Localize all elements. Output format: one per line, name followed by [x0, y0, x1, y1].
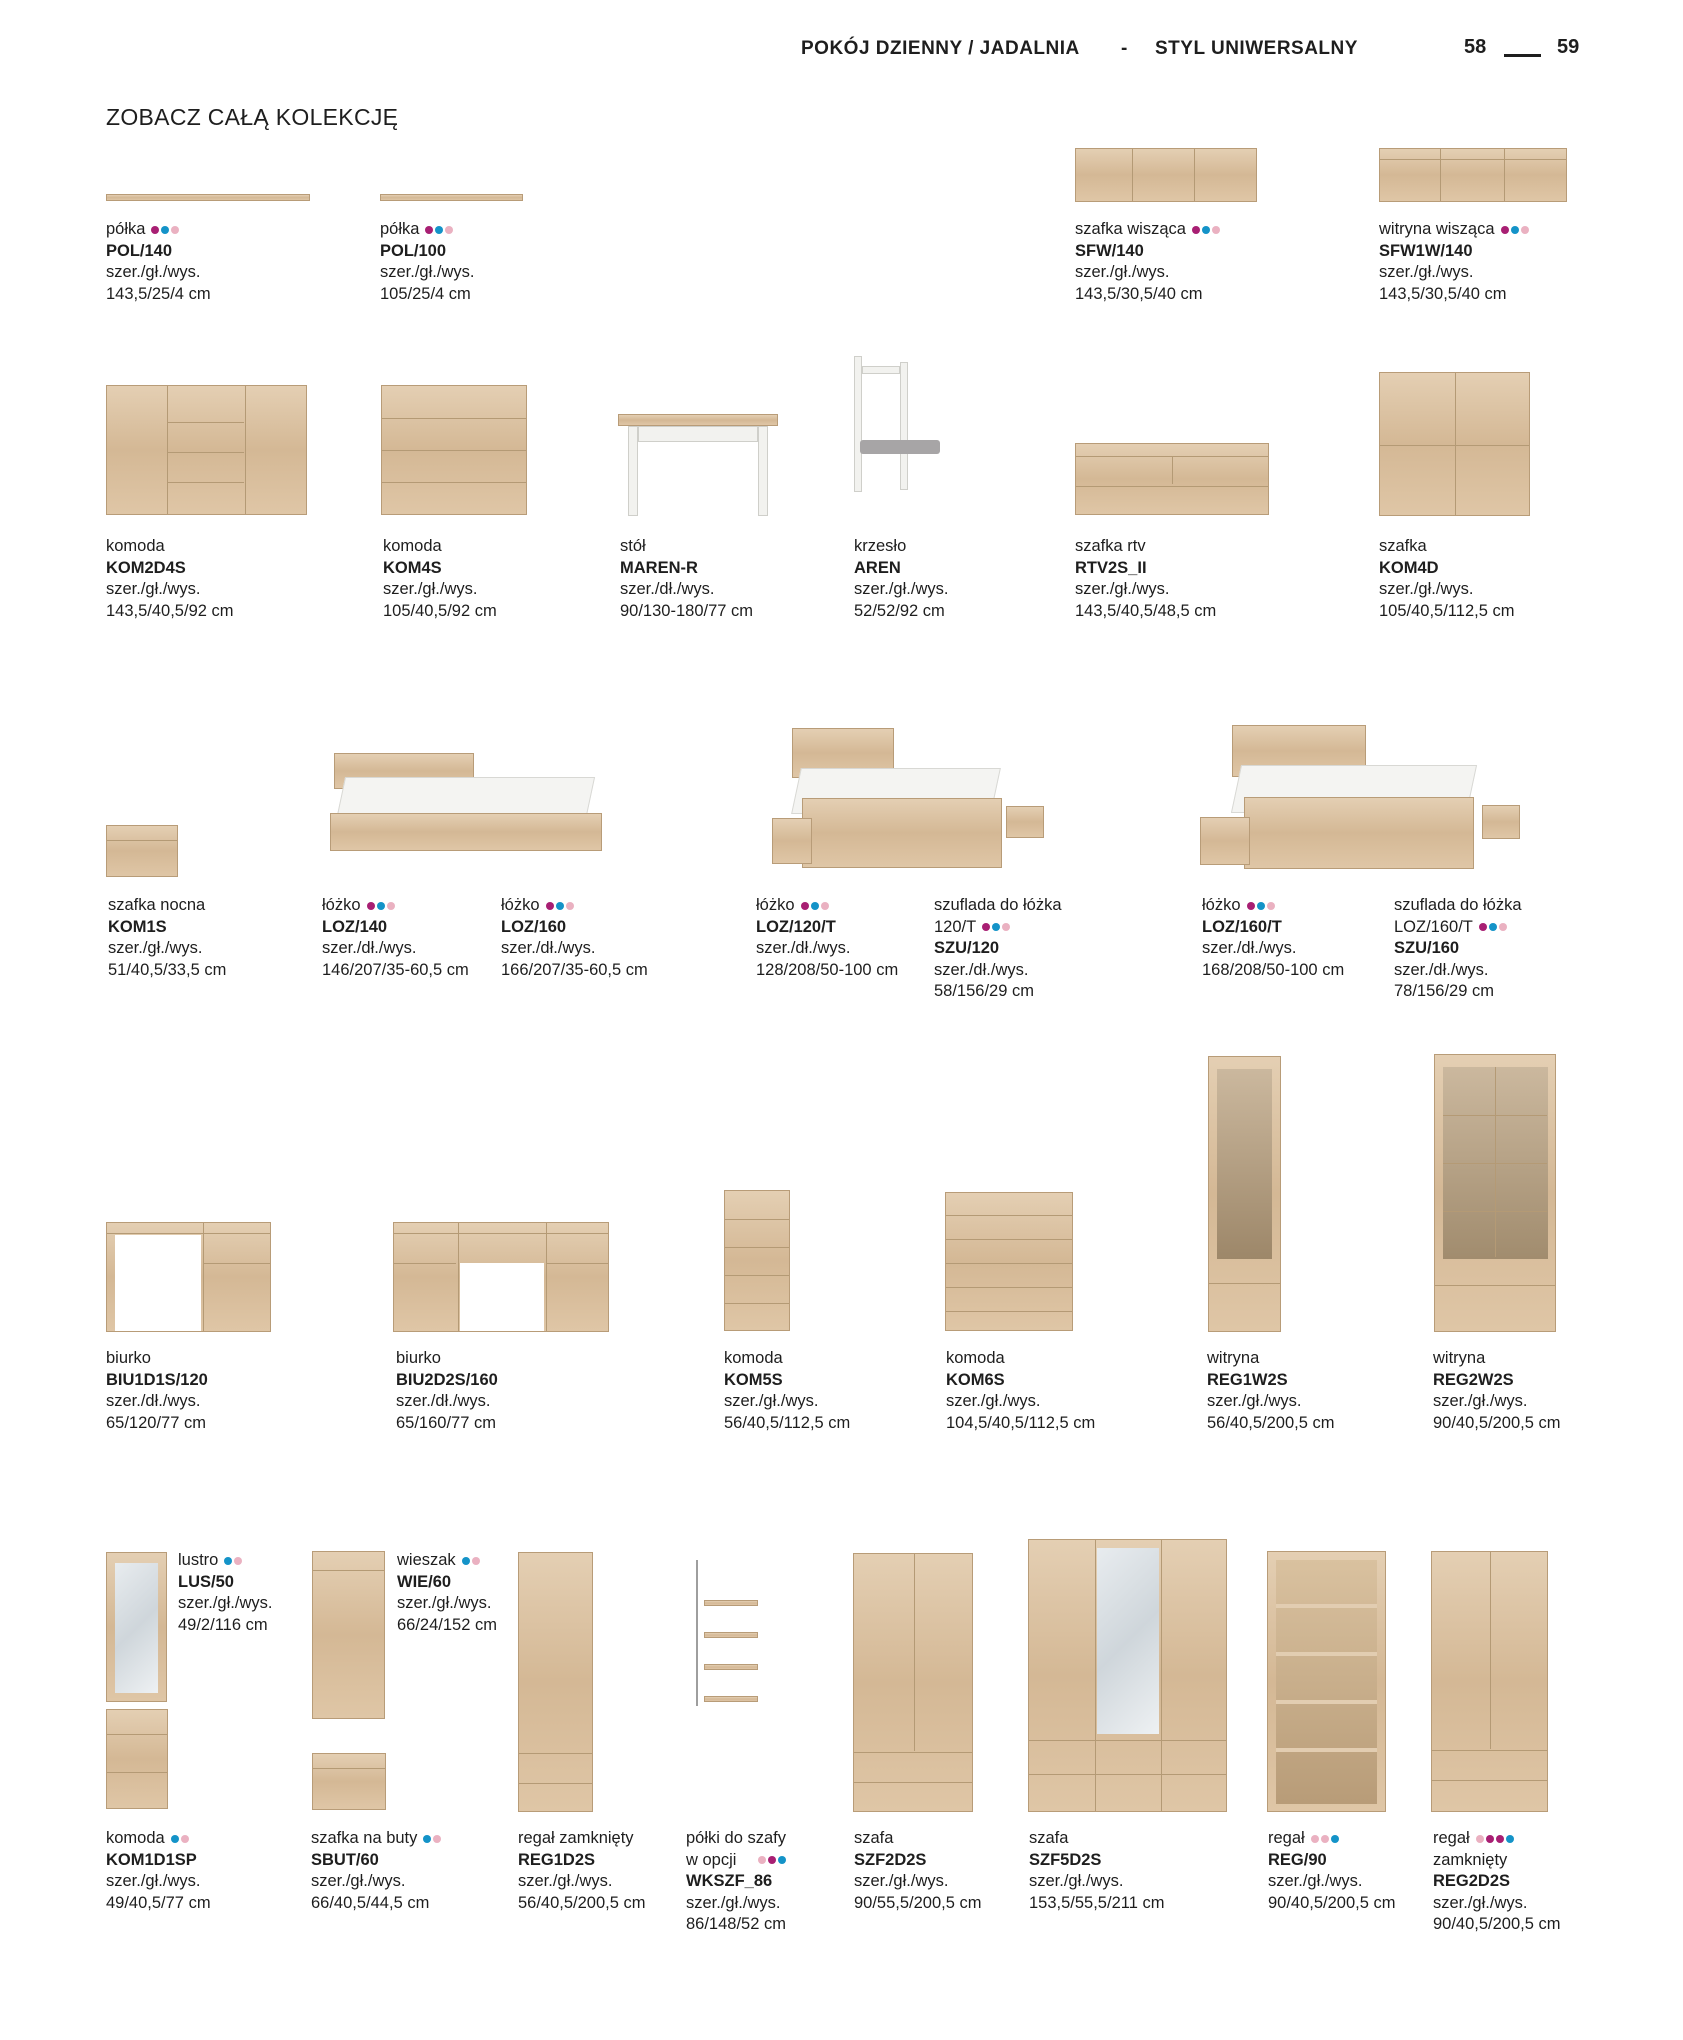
color-dot-pink	[1321, 1835, 1329, 1843]
product-label: półka	[380, 220, 420, 239]
desk-160-image	[393, 1222, 609, 1332]
dimensions-value: 143,5/30,5/40 cm	[1379, 284, 1507, 303]
dimensions-label: szer./gł./wys.	[380, 263, 475, 282]
color-dot-blue	[377, 902, 385, 910]
dimensions-label: szer./dł./wys.	[396, 1392, 491, 1410]
dimensions-value: 78/156/29 cm	[1394, 982, 1494, 1001]
product-code: SZF2D2S	[854, 1850, 927, 1869]
color-dot-magenta	[1486, 1835, 1494, 1843]
table-image	[618, 414, 778, 516]
product-kom5s	[724, 1348, 850, 1434]
dimensions-value: 66/40,5/44,5 cm	[311, 1893, 430, 1912]
dimensions-value: 168/208/50-100 cm	[1202, 960, 1345, 979]
dimensions-value: 65/120/77 cm	[106, 1413, 206, 1432]
nightstand-image	[106, 825, 178, 877]
dimensions-value: 143,5/25/4 cm	[106, 284, 211, 303]
dimensions-label: szer./dł./wys.	[934, 960, 1029, 979]
product-szu120	[934, 895, 1062, 1003]
product-label: szuflada do łóżka	[934, 896, 1062, 914]
shoe-cabinet-image	[312, 1753, 386, 1810]
dresser-kom6s-image	[945, 1192, 1073, 1331]
product-code: WKSZF_86	[686, 1872, 773, 1891]
product-loz120t	[756, 895, 898, 981]
header-section: POKÓJ DZIENNY / JADALNIA	[801, 38, 1080, 59]
color-dots	[1247, 895, 1277, 917]
dimensions-value: 153,5/55,5/211 cm	[1029, 1893, 1165, 1912]
dimensions-value: 90/40,5/200,5 cm	[1433, 1915, 1561, 1934]
showcase-reg1w2s-image	[1208, 1056, 1281, 1332]
hanger-image	[312, 1551, 385, 1719]
collection-title: ZOBACZ CAŁĄ KOLEKCJĘ	[106, 104, 399, 130]
color-dot-blue	[224, 1557, 232, 1565]
dimensions-label: szer./gł./wys.	[178, 1594, 273, 1613]
dimensions-label: szer./gł./wys.	[1207, 1392, 1302, 1410]
product-label: łóżko	[322, 896, 361, 915]
dimensions-label: szer./gł./wys.	[724, 1392, 819, 1410]
cabinet-kom4d-image	[1379, 372, 1530, 516]
dimensions-value: 128/208/50-100 cm	[756, 960, 899, 979]
product-label: regał zamknięty	[518, 1829, 634, 1847]
product-label: szafa	[854, 1829, 894, 1847]
color-dot-blue	[778, 1856, 786, 1864]
color-dots	[171, 1828, 191, 1850]
color-dot-pink	[566, 902, 574, 910]
color-dot-pink	[472, 1557, 480, 1565]
color-dot-pink	[433, 1835, 441, 1843]
product-biu2d2s	[396, 1348, 498, 1434]
product-code: REG2D2S	[1433, 1872, 1511, 1891]
color-dot-pink	[1521, 226, 1529, 234]
dimensions-label: szer./gł./wys.	[854, 1872, 949, 1890]
dimensions-value: 51/40,5/33,5 cm	[108, 960, 227, 979]
color-dot-magenta	[425, 226, 433, 234]
dimensions-label: szer./gł./wys.	[946, 1392, 1041, 1410]
product-label-2: 120/T	[934, 917, 977, 936]
product-code: POL/140	[106, 241, 173, 260]
color-dot-pink	[1002, 923, 1010, 931]
dresser-kom1d1sp-image	[106, 1709, 168, 1809]
product-code: LOZ/160/T	[1202, 917, 1282, 936]
wardrobe-szf5d2s-image	[1028, 1539, 1227, 1812]
dimensions-value: 166/207/35-60,5 cm	[501, 960, 648, 979]
color-dots	[224, 1550, 244, 1572]
page-number-left: 58	[1464, 36, 1487, 58]
color-dot-pink	[1476, 1835, 1484, 1843]
product-label: regał	[1433, 1829, 1470, 1848]
color-dots	[151, 219, 181, 241]
shelf-100-image	[380, 194, 523, 201]
color-dots	[982, 917, 1012, 939]
product-label: komoda	[106, 537, 165, 555]
header-style: STYL UNIWERSALNY	[1155, 38, 1358, 59]
product-code: REG1W2S	[1207, 1370, 1288, 1389]
dimensions-value: 49/40,5/77 cm	[106, 1893, 211, 1912]
dimensions-value: 56/40,5/200,5 cm	[518, 1893, 646, 1912]
color-dots	[546, 895, 576, 917]
product-label: lustro	[178, 1551, 219, 1570]
product-label: półka	[106, 220, 146, 239]
page-number-right: 59	[1557, 36, 1580, 58]
product-label: witryna wisząca	[1379, 220, 1495, 239]
page-divider	[1504, 54, 1541, 57]
product-label: szafka na buty	[311, 1829, 418, 1848]
product-reg2d2s	[1433, 1828, 1561, 1936]
color-dot-blue	[1257, 902, 1265, 910]
product-code: SBUT/60	[311, 1850, 379, 1869]
color-dots	[1476, 1828, 1516, 1850]
color-dot-blue	[992, 923, 1000, 931]
color-dot-blue	[1511, 226, 1519, 234]
product-code: KOM4S	[383, 558, 442, 577]
desk-120-image	[106, 1222, 271, 1332]
product-szu160	[1394, 895, 1522, 1003]
color-dot-blue	[1202, 226, 1210, 234]
product-code: AREN	[854, 558, 901, 577]
product-szf5d2s	[1029, 1828, 1164, 1914]
color-dot-blue	[556, 902, 564, 910]
product-kom4d	[1379, 536, 1514, 622]
product-loz140	[322, 895, 469, 981]
color-dots	[758, 1850, 788, 1872]
product-label: szafa	[1029, 1829, 1069, 1847]
dimensions-label: szer./dł./wys.	[1394, 960, 1489, 979]
color-dots	[367, 895, 397, 917]
product-kom1s	[108, 895, 226, 981]
wardrobe-szf2d2s-image	[853, 1553, 973, 1812]
product-label: szafka	[1379, 537, 1427, 555]
product-code: SZU/160	[1394, 939, 1460, 958]
hanging-showcase-image	[1379, 148, 1567, 202]
mirror-image	[106, 1552, 167, 1702]
product-loz160t	[1202, 895, 1344, 981]
color-dot-magenta	[768, 1856, 776, 1864]
product-code: SFW1W/140	[1379, 241, 1473, 260]
product-reg1d2s	[518, 1828, 646, 1914]
dresser-kom2d4s-image	[106, 385, 307, 515]
color-dot-blue	[423, 1835, 431, 1843]
product-kom2d4s	[106, 536, 234, 622]
product-label-2: zamknięty	[1433, 1850, 1508, 1869]
dimensions-value: 56/40,5/112,5 cm	[724, 1413, 851, 1432]
header-separator: -	[1121, 38, 1128, 59]
dimensions-label: szer./dł./wys.	[322, 939, 417, 958]
closed-shelf-reg2d2s-image	[1431, 1551, 1548, 1812]
dimensions-value: 90/55,5/200,5 cm	[854, 1893, 982, 1912]
product-aren	[854, 536, 948, 622]
product-kom6s	[946, 1348, 1095, 1434]
color-dot-pink	[234, 1557, 242, 1565]
color-dot-pink	[445, 226, 453, 234]
product-code: SFW/140	[1075, 241, 1144, 260]
color-dot-magenta	[982, 923, 990, 931]
color-dots	[1192, 219, 1222, 241]
product-reg1w2s	[1207, 1348, 1335, 1434]
product-code: LOZ/160	[501, 917, 567, 936]
color-dot-blue	[811, 902, 819, 910]
product-sfw140	[1075, 219, 1222, 305]
product-label: biurko	[396, 1349, 441, 1367]
product-code: BIU1D1S/120	[106, 1370, 208, 1389]
color-dots	[1479, 917, 1509, 939]
dimensions-value: 58/156/29 cm	[934, 982, 1034, 1001]
product-code: KOM4D	[1379, 558, 1439, 577]
dimensions-value: 104,5/40,5/112,5 cm	[946, 1413, 1096, 1432]
color-dots	[1311, 1828, 1341, 1850]
dimensions-label: szer./gł./wys.	[1075, 580, 1170, 598]
product-code: SZF5D2S	[1029, 1850, 1102, 1869]
product-code: RTV2S_II	[1075, 558, 1147, 577]
wardrobe-shelves-image	[690, 1560, 760, 1706]
dimensions-value: 49/2/116 cm	[178, 1615, 268, 1634]
product-kom1d1sp	[106, 1828, 211, 1914]
product-rtv2s-ii	[1075, 536, 1216, 622]
product-code: REG/90	[1268, 1850, 1327, 1869]
dimensions-value: 143,5/30,5/40 cm	[1075, 284, 1203, 303]
bed-160t-image	[1200, 725, 1520, 871]
tv-cabinet-image	[1075, 443, 1269, 515]
color-dot-magenta	[801, 902, 809, 910]
closed-shelf-reg1d2s-image	[518, 1552, 593, 1812]
product-code: POL/100	[380, 241, 447, 260]
chair-image	[852, 356, 948, 492]
dimensions-label: szer./gł./wys.	[518, 1872, 613, 1890]
dimensions-label: szer./gł./wys.	[1433, 1392, 1528, 1410]
shelf-140-image	[106, 194, 310, 201]
product-code: KOM1D1SP	[106, 1850, 197, 1869]
product-label: biurko	[106, 1349, 151, 1367]
product-reg2w2s	[1433, 1348, 1561, 1434]
product-code: BIU2D2S/160	[396, 1370, 498, 1389]
bed-140-image	[330, 753, 602, 871]
product-label: regał	[1268, 1829, 1305, 1848]
product-code: SZU/120	[934, 939, 1000, 958]
dimensions-value: 52/52/92 cm	[854, 601, 945, 620]
product-label: komoda	[724, 1349, 783, 1367]
product-label: stół	[620, 537, 646, 555]
color-dot-pink	[1499, 923, 1507, 931]
color-dot-magenta	[1192, 226, 1200, 234]
color-dot-magenta	[546, 902, 554, 910]
product-label: półki do szafy	[686, 1829, 786, 1847]
dimensions-value: 56/40,5/200,5 cm	[1207, 1413, 1335, 1432]
product-label-2: w opcji	[686, 1850, 737, 1869]
color-dots	[423, 1828, 443, 1850]
product-label: łóżko	[1202, 896, 1241, 915]
dimensions-label: szer./gł./wys.	[1433, 1893, 1528, 1912]
dimensions-label: szer./gł./wys.	[311, 1872, 406, 1891]
product-loz160	[501, 895, 648, 981]
dimensions-label: szer./gł./wys.	[383, 580, 478, 598]
product-pol140	[106, 219, 211, 305]
dimensions-value: 90/40,5/200,5 cm	[1433, 1413, 1561, 1432]
color-dot-magenta	[1247, 902, 1255, 910]
product-kom4s	[383, 536, 497, 622]
product-wkszf86	[686, 1828, 788, 1936]
dimensions-value: 143,5/40,5/92 cm	[106, 601, 234, 620]
dimensions-label: szer./gł./wys.	[106, 580, 201, 598]
product-code: LOZ/140	[322, 917, 388, 936]
product-code: REG1D2S	[518, 1850, 596, 1869]
color-dot-blue	[161, 226, 169, 234]
color-dot-magenta	[367, 902, 375, 910]
hanging-cabinet-image	[1075, 148, 1257, 202]
dimensions-value: 66/24/152 cm	[397, 1615, 497, 1634]
product-wie60	[397, 1550, 497, 1636]
product-pol100	[380, 219, 474, 305]
dresser-kom5s-image	[724, 1190, 790, 1331]
color-dot-pink	[758, 1856, 766, 1864]
product-code: LUS/50	[178, 1572, 234, 1591]
dimensions-value: 146/207/35-60,5 cm	[322, 960, 469, 979]
product-biu1d1s	[106, 1348, 208, 1434]
product-code: KOM6S	[946, 1370, 1005, 1389]
color-dots	[1501, 219, 1531, 241]
dimensions-label: szer./dł./wys.	[756, 939, 851, 958]
product-label: witryna	[1433, 1349, 1486, 1367]
dimensions-value: 105/25/4 cm	[380, 284, 471, 303]
dresser-kom4s-image	[381, 385, 527, 515]
color-dots	[425, 219, 455, 241]
dimensions-label: szer./gł./wys.	[1379, 580, 1474, 598]
color-dot-magenta	[1501, 226, 1509, 234]
color-dot-pink	[387, 902, 395, 910]
color-dot-pink	[1267, 902, 1275, 910]
product-label: szafka nocna	[108, 896, 206, 914]
product-code: MAREN-R	[620, 558, 698, 577]
product-label: krzesło	[854, 537, 907, 555]
product-code: KOM2D4S	[106, 558, 186, 577]
color-dot-magenta	[1479, 923, 1487, 931]
color-dot-pink	[171, 226, 179, 234]
product-label: łóżko	[501, 896, 540, 915]
product-reg90	[1268, 1828, 1396, 1914]
product-label: łóżko	[756, 896, 795, 915]
product-label: komoda	[946, 1349, 1005, 1367]
dimensions-value: 90/40,5/200,5 cm	[1268, 1893, 1396, 1912]
color-dot-blue	[462, 1557, 470, 1565]
dimensions-label: szer./gł./wys.	[108, 939, 203, 957]
dimensions-label: szer./dł./wys.	[501, 939, 596, 958]
product-label-2: LOZ/160/T	[1394, 917, 1473, 936]
product-label: komoda	[106, 1829, 165, 1848]
dimensions-label: szer./gł./wys.	[106, 1872, 201, 1891]
color-dot-pink	[1212, 226, 1220, 234]
product-label: komoda	[383, 537, 442, 555]
color-dot-blue	[171, 1835, 179, 1843]
product-sfw1w140	[1379, 219, 1531, 305]
product-label: szafka wisząca	[1075, 220, 1186, 239]
color-dot-magenta	[1496, 1835, 1504, 1843]
dimensions-value: 105/40,5/112,5 cm	[1379, 601, 1515, 620]
dimensions-label: szer./gł./wys.	[106, 263, 201, 282]
dimensions-value: 86/148/52 cm	[686, 1915, 786, 1934]
showcase-reg2w2s-image	[1434, 1054, 1556, 1332]
color-dot-blue	[435, 226, 443, 234]
dimensions-label: szer./gł./wys.	[1029, 1872, 1124, 1890]
bed-120t-image	[772, 728, 1044, 871]
color-dot-blue	[1331, 1835, 1339, 1843]
color-dot-blue	[1489, 923, 1497, 931]
dimensions-label: szer./gł./wys.	[1379, 263, 1474, 282]
product-szf2d2s	[854, 1828, 982, 1914]
dimensions-label: szer./dł./wys.	[106, 1392, 201, 1410]
color-dot-pink	[821, 902, 829, 910]
dimensions-label: szer./dł./wys.	[1202, 939, 1297, 958]
product-code: REG2W2S	[1433, 1370, 1514, 1389]
product-code: KOM5S	[724, 1370, 783, 1389]
dimensions-label: szer./gł./wys.	[1075, 263, 1170, 282]
color-dots	[462, 1550, 482, 1572]
dimensions-label: szer./gł./wys.	[397, 1594, 492, 1613]
product-label: szafka rtv	[1075, 537, 1146, 555]
product-sbut60	[311, 1828, 443, 1914]
color-dot-magenta	[151, 226, 159, 234]
product-code: WIE/60	[397, 1572, 452, 1591]
dimensions-value: 105/40,5/92 cm	[383, 601, 497, 620]
dimensions-value: 65/160/77 cm	[396, 1413, 496, 1432]
color-dot-pink	[181, 1835, 189, 1843]
product-code: KOM1S	[108, 917, 167, 936]
dimensions-label: szer./gł./wys.	[1268, 1872, 1363, 1891]
dimensions-value: 90/130-180/77 cm	[620, 601, 754, 620]
shelf-reg90-image	[1267, 1551, 1386, 1812]
product-lus50	[178, 1550, 272, 1636]
product-label: wieszak	[397, 1551, 456, 1570]
product-label: witryna	[1207, 1349, 1260, 1367]
dimensions-label: szer./gł./wys.	[686, 1893, 781, 1912]
product-label: szuflada do łóżka	[1394, 896, 1522, 914]
color-dot-pink	[1311, 1835, 1319, 1843]
product-code: LOZ/120/T	[756, 917, 836, 936]
color-dot-blue	[1506, 1835, 1514, 1843]
color-dots	[801, 895, 831, 917]
dimensions-label: szer./gł./wys.	[854, 580, 949, 598]
product-maren-r	[620, 536, 753, 622]
dimensions-label: szer./dł./wys.	[620, 580, 715, 598]
dimensions-value: 143,5/40,5/48,5 cm	[1075, 601, 1217, 620]
